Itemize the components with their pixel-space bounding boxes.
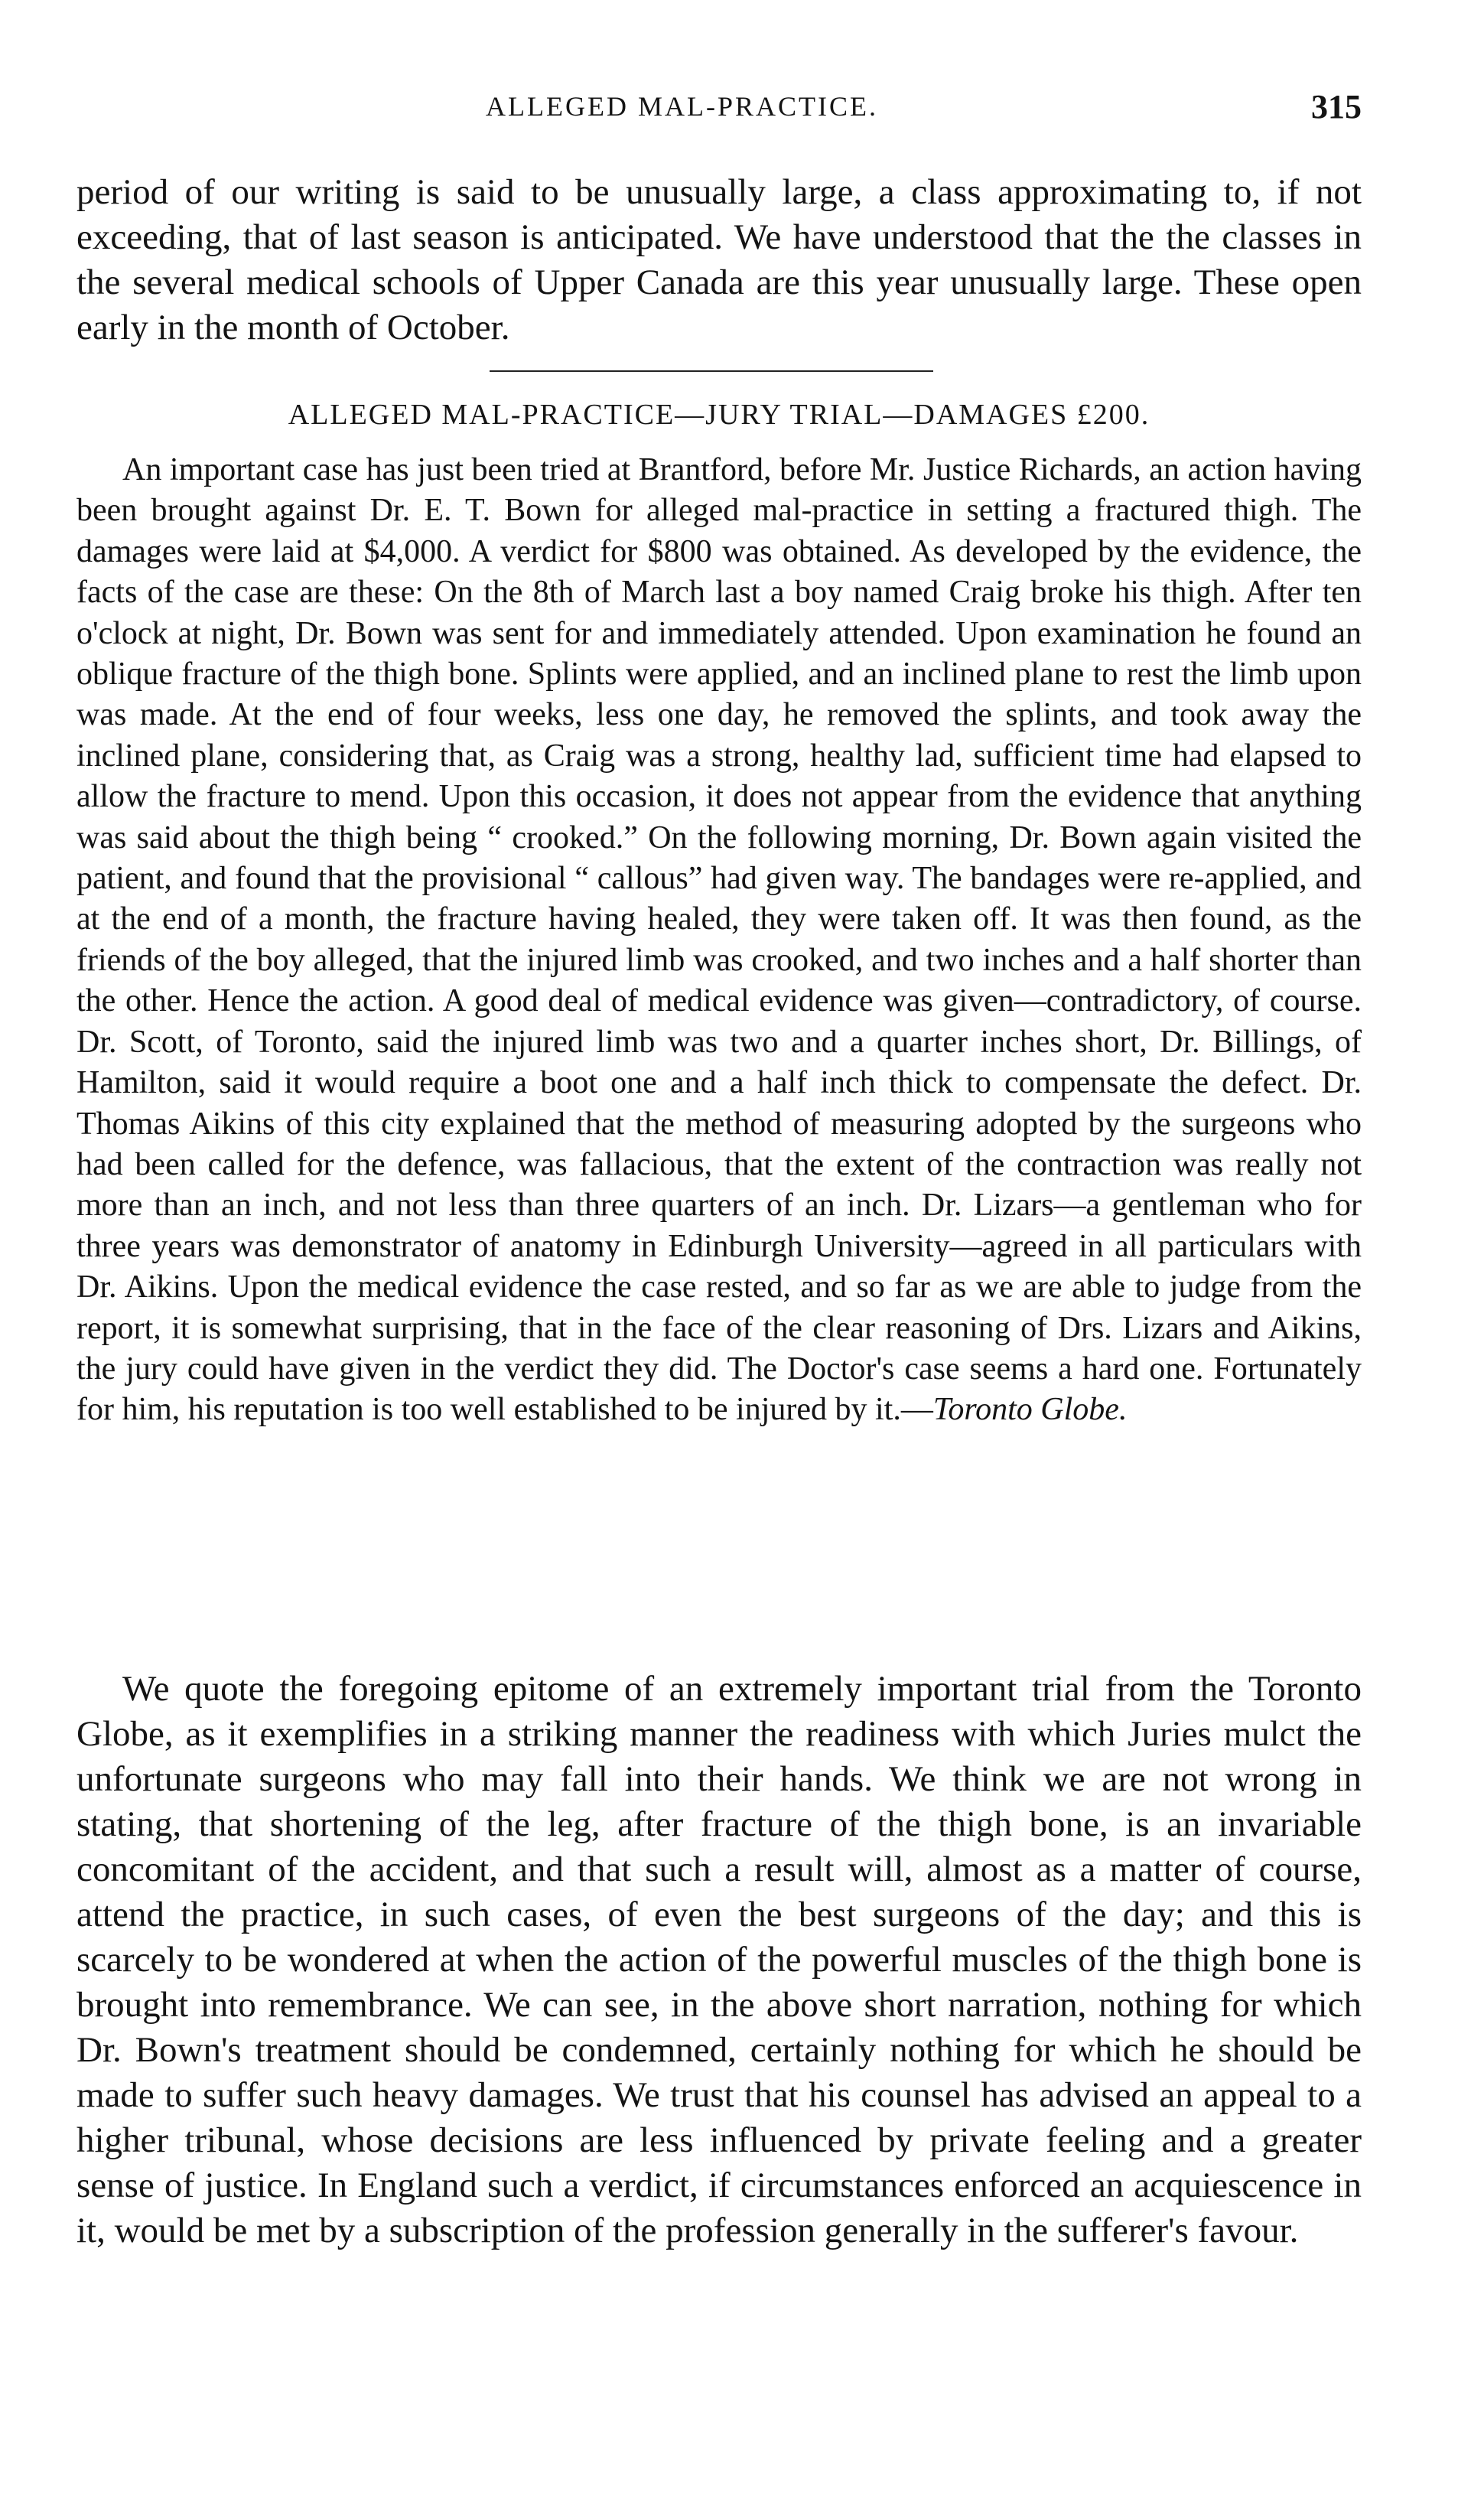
running-head (76, 90, 1362, 136)
section-heading: ALLEGED MAL-PRACTICE—JURY TRIAL—DAMAGES £200. (288, 399, 1150, 431)
continued-paragraph: period of our writing is said to be unusually large, a class approximating to, if not exceeding, that of last season is anticipated. We have understood that the the classes in the several medical schools of Upper Canada are this year unusually large. These open early in the month of October. (76, 172, 1362, 347)
editorial-paragraph: We quote the foregoing epitome of an extremely important trial from the Toronto Globe, as it exemplifies in a striking manner the readiness with which Juries mulct the unfortunate surgeons who may fall into their hands. We think we are not wrong in stating, that shortening of the leg, after fracture of the thigh bone, is an invariable concomitant of the accident, and that such a result will, almost as a matter of course, attend the practice, in such cases, of even the best surgeons of the day; and this is scarcely to be wondered at when the action of the powerful muscles of the thigh bone is brought into remembrance. We can see, in the above short narration, nothing for which Dr. Bown's treatment should be condemned, certainly nothing for which he should be made to suffer such heavy damages. We trust that his counsel has advised an appeal to a higher tribunal, whose decisions are less influenced by private feeling and a greater sense of justice. In England such a verdict, if circumstances enforced an acquiescence in it, would be met by a subscription of the profession generally in the sufferer's favour. (76, 1669, 1362, 2250)
quoted-report-source: Toronto Globe. (932, 1392, 1128, 1428)
journal-page (76, 0, 1362, 2493)
page-number: 315 (1311, 88, 1362, 125)
section-divider (490, 370, 933, 372)
running-title: ALLEGED MAL-PRACTICE. (486, 91, 878, 122)
quoted-report-paragraph (76, 450, 1362, 1651)
quoted-report-text: An important case has just been tried at Brantford, before Mr. Justice Richards, an action having been brought against Dr. E. T. Bown for alleged mal-practice in setting a fractured thigh. The damages were laid at $4,000. A verdict for $800 was obtained. As developed by the evidence, the facts of the case are these: On the 8th of March last a boy named Craig broke his thigh. After ten o'clock at night, Dr. Bown was sent for and immediately attended. Upon examination he found an oblique fracture of the thigh bone. Splints were applied, and an inclined plane to rest the limb upon was made. At the end of four weeks, less one day, he removed the splints, and took away the inclined plane, considering that, as Craig was a strong, healthy lad, sufficient time had elapsed to allow the fracture to mend. Upon this occasion, it does not appear from the evidence that anything was said about the thigh being “ crooked.” On the following morning, Dr. Bown again visited the patient, and found that the provisional “ callous” had given way. The bandages were re-applied, and at the end of a month, the fracture having healed, they were taken off. It was then found, as the friends of the boy alleged, that the injured limb was crooked, and two inches and a half shorter than the other. Hence the action. A good deal of medical evidence was given—contradictory, of course. Dr. Scott, of Toronto, said the injured limb was two and a quarter inches short, Dr. Billings, of Hamilton, said it would require a boot one and a half inch thick to compensate the defect. Dr. Thomas Aikins of this city explained that the method of measuring adopted by the surgeons who had been called for the defence, was fallacious, that the extent of the contraction was really not more than an inch, and not less than three quarters of an inch. Dr. Lizars—a gentleman who for three years was demonstrator of anatomy in Edinburgh University—agreed in all particulars with Dr. Aikins. Upon the medical evidence the case rested, and so far as we are able to judge from the report, it is somewhat surprising, that in the face of the clear reasoning of Drs. Lizars and Aikins, the jury could have given in the verdict they did. The Doctor's case seems a hard one. Fortunately for him, his reputation is too well established to be injured by it.— (76, 452, 1362, 1428)
